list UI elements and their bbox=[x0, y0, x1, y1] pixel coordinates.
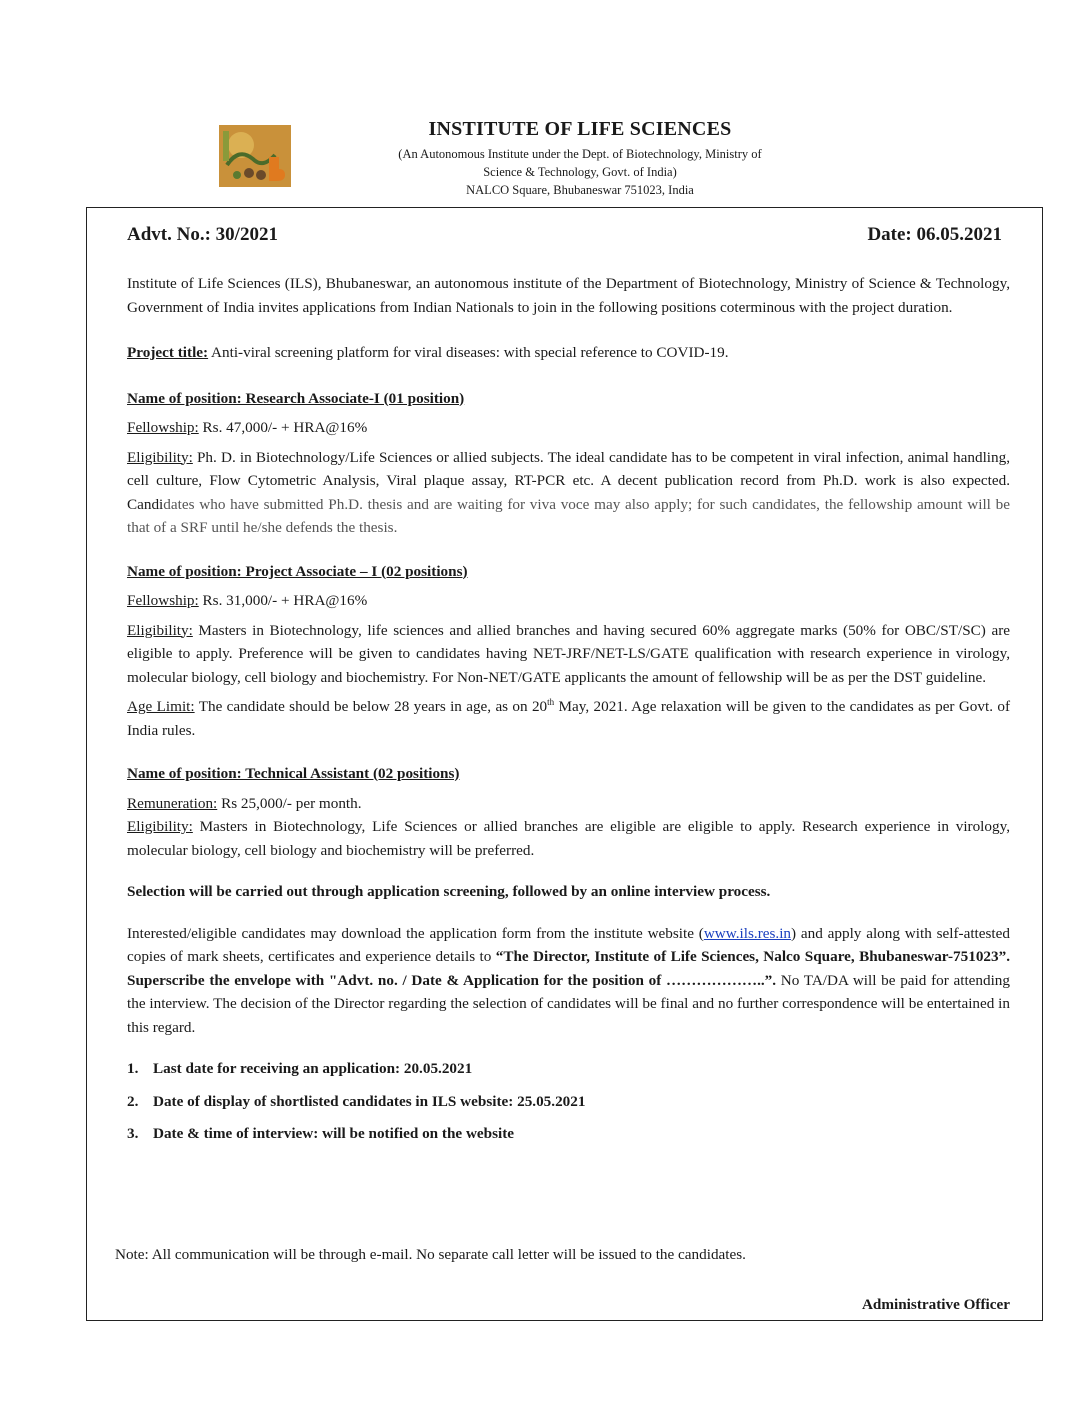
fellowship-line bbox=[127, 589, 1010, 613]
eligibility-text: Masters in Biotechnology, life sciences and allied branches and having secured 60% aggregate marks (50% for OBC/ST/SC) are eligible to apply. Preference will be given to candidates having NET-JRF/NET-LS/GATE qualification with research experience in virology, molecular biology, cell biology and biochemistry. For Non-NET/GATE applicants the amount of fellowship will be as per the DST guideline. bbox=[127, 621, 1010, 686]
fellowship-label: Fellowship: bbox=[127, 592, 199, 609]
advt-header-row bbox=[127, 224, 1002, 250]
project-title-text: Anti-viral screening platform for viral diseases: with special reference to COVID-19. bbox=[208, 344, 729, 361]
eligibility-label: Eligibility: bbox=[127, 818, 193, 835]
selection-statement: Selection will be carried out through application screening, followed by an online interview process. bbox=[127, 883, 771, 900]
application-text-continued: ) and apply along with self-attested copies of mark sheets, certificates and experience details to bbox=[127, 924, 1010, 965]
position-name: Name of position: Project Associate – I (02 positions) bbox=[127, 562, 468, 580]
eligibility-label: Eligibility: bbox=[127, 448, 193, 466]
list-item bbox=[127, 1090, 1010, 1114]
eligibility-paragraph bbox=[127, 815, 1010, 862]
affiliation-line-2: Science & Technology, Govt. of India) bbox=[483, 165, 677, 179]
logo-graphic bbox=[219, 125, 291, 187]
age-limit-text: The candidate should be below 28 years in age, as on 20 bbox=[194, 698, 548, 715]
fellowship-value: Rs. 31,000/- + HRA@16% bbox=[198, 592, 368, 609]
fellowship-value: Rs. 47,000/- + HRA@16% bbox=[198, 419, 368, 436]
list-item-text: Date of display of shortlisted candidates in ILS website: 25.05.2021 bbox=[153, 1092, 586, 1110]
institute-title: INSTITUTE OF LIFE SCIENCES bbox=[428, 118, 732, 140]
remuneration-value: Rs 25,000/- per month. bbox=[217, 794, 362, 812]
advertisement-body bbox=[127, 272, 1010, 1155]
institute-header bbox=[330, 118, 830, 199]
position-name: Name of position: Technical Assistant (02 positions) bbox=[127, 765, 460, 782]
list-item-number: 3. bbox=[127, 1125, 139, 1142]
project-title bbox=[127, 341, 1010, 365]
age-limit-paragraph bbox=[127, 695, 1010, 742]
project-title-label: Project title: bbox=[127, 344, 209, 361]
list-item-number: 1. bbox=[127, 1060, 139, 1077]
eligibility-text: Ph. D. in Biotechnology/Life Sciences or allied subjects. The ideal candidate has to be competent in viral infection, animal handling, cell culture, Flow Cytometric Analysis, Viral plaque assay, RT-PCR etc. A decent publication record from Ph.D. work is also expected. Candi bbox=[127, 448, 1010, 513]
fellowship-line bbox=[127, 416, 1010, 440]
institute-affiliation bbox=[330, 145, 830, 199]
application-text: Interested/eligible candidates may download the application form from the institute website ( bbox=[127, 924, 704, 942]
eligibility-text: Masters in Biotechnology, Life Sciences or allied branches are eligible are eligible to apply. Research experience in virology, molecular biology, cell biology and biochemistry will be preferred. bbox=[127, 818, 1010, 859]
institute-website-link[interactable]: www.ils.res.in bbox=[703, 924, 792, 942]
note-text: Note: All communication will be through e-mail. No separate call letter will be issued to the candidates. bbox=[115, 1246, 746, 1263]
address-line: NALCO Square, Bhubaneswar 751023, India bbox=[466, 183, 694, 197]
advt-number: Advt. No.: 30/2021 bbox=[127, 224, 278, 245]
list-item bbox=[127, 1122, 1010, 1146]
eligibility-paragraph bbox=[127, 446, 1010, 540]
eligibility-text-continued: dates who have submitted Ph.D. thesis and are waiting for viva voce may also apply; for such candidates, the fellowship amount will be that of a SRF until he/she defends the thesis. bbox=[127, 495, 1010, 536]
affiliation-line-1: (An Autonomous Institute under the Dept. of Biotechnology, Ministry of bbox=[398, 147, 762, 161]
advt-date: Date: 06.05.2021 bbox=[867, 224, 1002, 245]
remuneration-label: Remuneration: bbox=[127, 794, 218, 812]
application-address: “The Director, Institute of Life Sciences, Nalco Square, Bhubaneswar-751023”. Superscribe the envelope with "Advt. no. / Date & Application for the position of ………………..”. bbox=[127, 948, 1010, 989]
list-item-number: 2. bbox=[127, 1092, 139, 1110]
eligibility-paragraph bbox=[127, 619, 1010, 690]
intro-paragraph: Institute of Life Sciences (ILS), Bhubaneswar, an autonomous institute of the Department of Biotechnology, Ministry of Science & Technology, Government of India invites applications from Indian Nationals to join in the following positions coterminous with the project duration. bbox=[127, 275, 1010, 316]
list-item-text: Last date for receiving an application: 20.05.2021 bbox=[153, 1060, 473, 1077]
list-item-text: Date & time of interview: will be notified on the website bbox=[153, 1125, 515, 1142]
age-limit-text-continued: May, 2021. Age relaxation will be given to the candidates as per Govt. of India rules. bbox=[127, 698, 1010, 739]
important-dates-list bbox=[127, 1057, 1010, 1146]
fellowship-label: Fellowship: bbox=[127, 419, 199, 436]
age-limit-label: Age Limit: bbox=[127, 698, 195, 715]
signatory-title: Administrative Officer bbox=[861, 1296, 1010, 1313]
eligibility-label: Eligibility: bbox=[127, 621, 193, 639]
remuneration-line bbox=[127, 792, 1010, 816]
application-closing-text: No TA/DA will be paid for attending the interview. The decision of the Director regarding the selection of candidates will be final and no further correspondence will be entertained in this regard. bbox=[127, 971, 1010, 1036]
age-limit-superscript: th bbox=[547, 696, 555, 707]
institute-logo bbox=[219, 125, 291, 187]
application-instructions bbox=[127, 922, 1010, 1040]
position-name: Name of position: Research Associate-I (01 position) bbox=[127, 389, 465, 407]
list-item bbox=[127, 1057, 1010, 1081]
